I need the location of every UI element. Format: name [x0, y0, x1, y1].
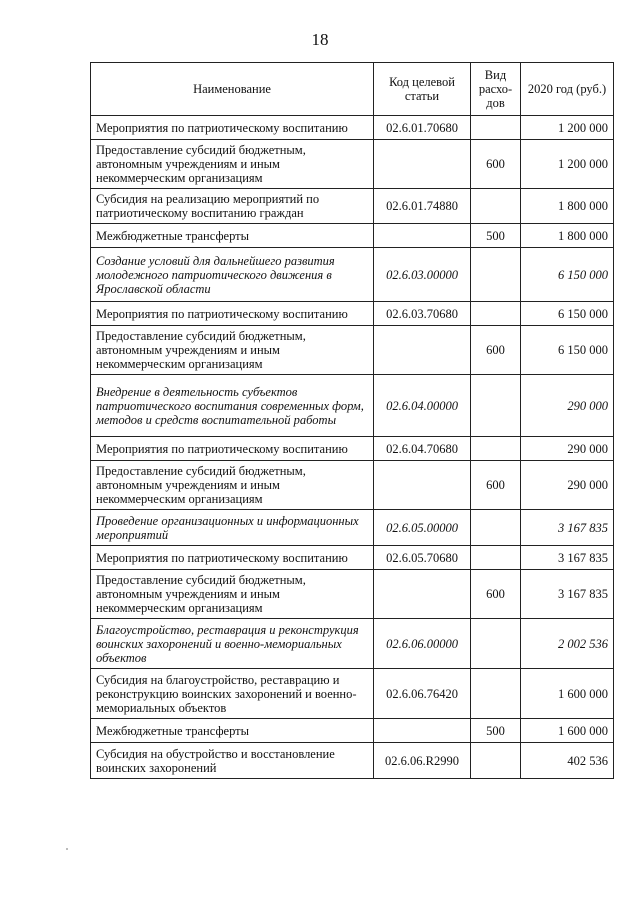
row-kind: [471, 375, 521, 437]
row-amount: 3 167 835: [521, 510, 614, 546]
header-amount: 2020 год (руб.): [521, 63, 614, 116]
row-code: 02.6.04.00000: [374, 375, 471, 437]
table-row: [91, 669, 614, 719]
row-kind: 600: [471, 461, 521, 510]
page-number: 18: [311, 30, 329, 49]
row-kind: 500: [471, 719, 521, 743]
row-amount: 1 600 000: [521, 669, 614, 719]
row-name: Субсидия на обустройство и восстановление воинских захоронений: [91, 743, 374, 779]
row-amount: 6 150 000: [521, 302, 614, 326]
header-kind: Вид расхо-дов: [471, 63, 521, 116]
budget-table: [90, 62, 614, 779]
row-amount: 6 150 000: [521, 248, 614, 302]
row-name: Мероприятия по патриотическому воспитанию: [91, 116, 374, 140]
row-code: [374, 140, 471, 189]
row-code: [374, 719, 471, 743]
row-name: Предоставление субсидий бюджетным, автономным учреждениям и иным некоммерческим организациям: [91, 570, 374, 619]
row-kind: [471, 546, 521, 570]
table-row: [91, 326, 614, 375]
row-code: 02.6.01.74880: [374, 189, 471, 224]
row-code: 02.6.03.70680: [374, 302, 471, 326]
row-code: 02.6.06.76420: [374, 669, 471, 719]
row-kind: 600: [471, 140, 521, 189]
row-name: Межбюджетные трансферты: [91, 719, 374, 743]
table-row: [91, 719, 614, 743]
row-kind: 600: [471, 326, 521, 375]
row-name: Проведение организационных и информационных мероприятий: [91, 510, 374, 546]
row-code: 02.6.05.70680: [374, 546, 471, 570]
row-amount: 2 002 536: [521, 619, 614, 669]
row-kind: [471, 510, 521, 546]
table-row: [91, 116, 614, 140]
row-amount: 6 150 000: [521, 326, 614, 375]
table-row: [91, 375, 614, 437]
row-name: Благоустройство, реставрация и реконструкция воинских захоронений и военно-мемориальных объектов: [91, 619, 374, 669]
header-name: Наименование: [91, 63, 374, 116]
scan-speck: [66, 848, 68, 850]
row-name: Предоставление субсидий бюджетным, автономным учреждениям и иным некоммерческим организациям: [91, 140, 374, 189]
row-code: [374, 326, 471, 375]
row-name: Субсидия на благоустройство, реставрацию и реконструкцию воинских захоронений и военно-мемориальных объектов: [91, 669, 374, 719]
row-code: [374, 224, 471, 248]
row-name: Предоставление субсидий бюджетным, автономным учреждениям и иным некоммерческим организациям: [91, 326, 374, 375]
row-name: Создание условий для дальнейшего развития молодежного патриотического движения в Ярославской области: [91, 248, 374, 302]
row-kind: [471, 743, 521, 779]
row-name: Межбюджетные трансферты: [91, 224, 374, 248]
row-amount: 290 000: [521, 437, 614, 461]
row-amount: 1 800 000: [521, 189, 614, 224]
table-body: [91, 116, 614, 779]
row-amount: 402 536: [521, 743, 614, 779]
row-kind: [471, 189, 521, 224]
row-kind: [471, 669, 521, 719]
table-row: [91, 461, 614, 510]
row-name: Внедрение в деятельность субъектов патриотического воспитания современных форм, методов и средств воспитательной работы: [91, 375, 374, 437]
row-name: Предоставление субсидий бюджетным, автономным учреждениям и иным некоммерческим организациям: [91, 461, 374, 510]
row-amount: 290 000: [521, 461, 614, 510]
row-code: [374, 461, 471, 510]
row-amount: 3 167 835: [521, 570, 614, 619]
row-name: Субсидия на реализацию мероприятий по патриотическому воспитанию граждан: [91, 189, 374, 224]
table-row: [91, 437, 614, 461]
row-kind: 500: [471, 224, 521, 248]
row-name: Мероприятия по патриотическому воспитанию: [91, 302, 374, 326]
row-code: 02.6.06.00000: [374, 619, 471, 669]
table-row: [91, 570, 614, 619]
row-kind: [471, 116, 521, 140]
row-name: Мероприятия по патриотическому воспитанию: [91, 546, 374, 570]
table-header-row: [91, 63, 614, 116]
row-kind: [471, 248, 521, 302]
row-kind: 600: [471, 570, 521, 619]
row-code: 02.6.05.00000: [374, 510, 471, 546]
row-amount: 1 600 000: [521, 719, 614, 743]
table-row: [91, 546, 614, 570]
table-row: [91, 248, 614, 302]
row-code: 02.6.04.70680: [374, 437, 471, 461]
row-code: 02.6.03.00000: [374, 248, 471, 302]
table-row: [91, 510, 614, 546]
row-amount: 1 200 000: [521, 116, 614, 140]
table-row: [91, 619, 614, 669]
header-code: Код целевой статьи: [374, 63, 471, 116]
row-code: 02.6.06.R2990: [374, 743, 471, 779]
row-kind: [471, 437, 521, 461]
row-amount: 290 000: [521, 375, 614, 437]
row-amount: 3 167 835: [521, 546, 614, 570]
row-amount: 1 800 000: [521, 224, 614, 248]
row-name: Мероприятия по патриотическому воспитанию: [91, 437, 374, 461]
row-kind: [471, 619, 521, 669]
row-amount: 1 200 000: [521, 140, 614, 189]
table-row: [91, 743, 614, 779]
row-code: [374, 570, 471, 619]
table-row: [91, 189, 614, 224]
table-row: [91, 224, 614, 248]
table-row: [91, 140, 614, 189]
row-kind: [471, 302, 521, 326]
table-row: [91, 302, 614, 326]
row-code: 02.6.01.70680: [374, 116, 471, 140]
